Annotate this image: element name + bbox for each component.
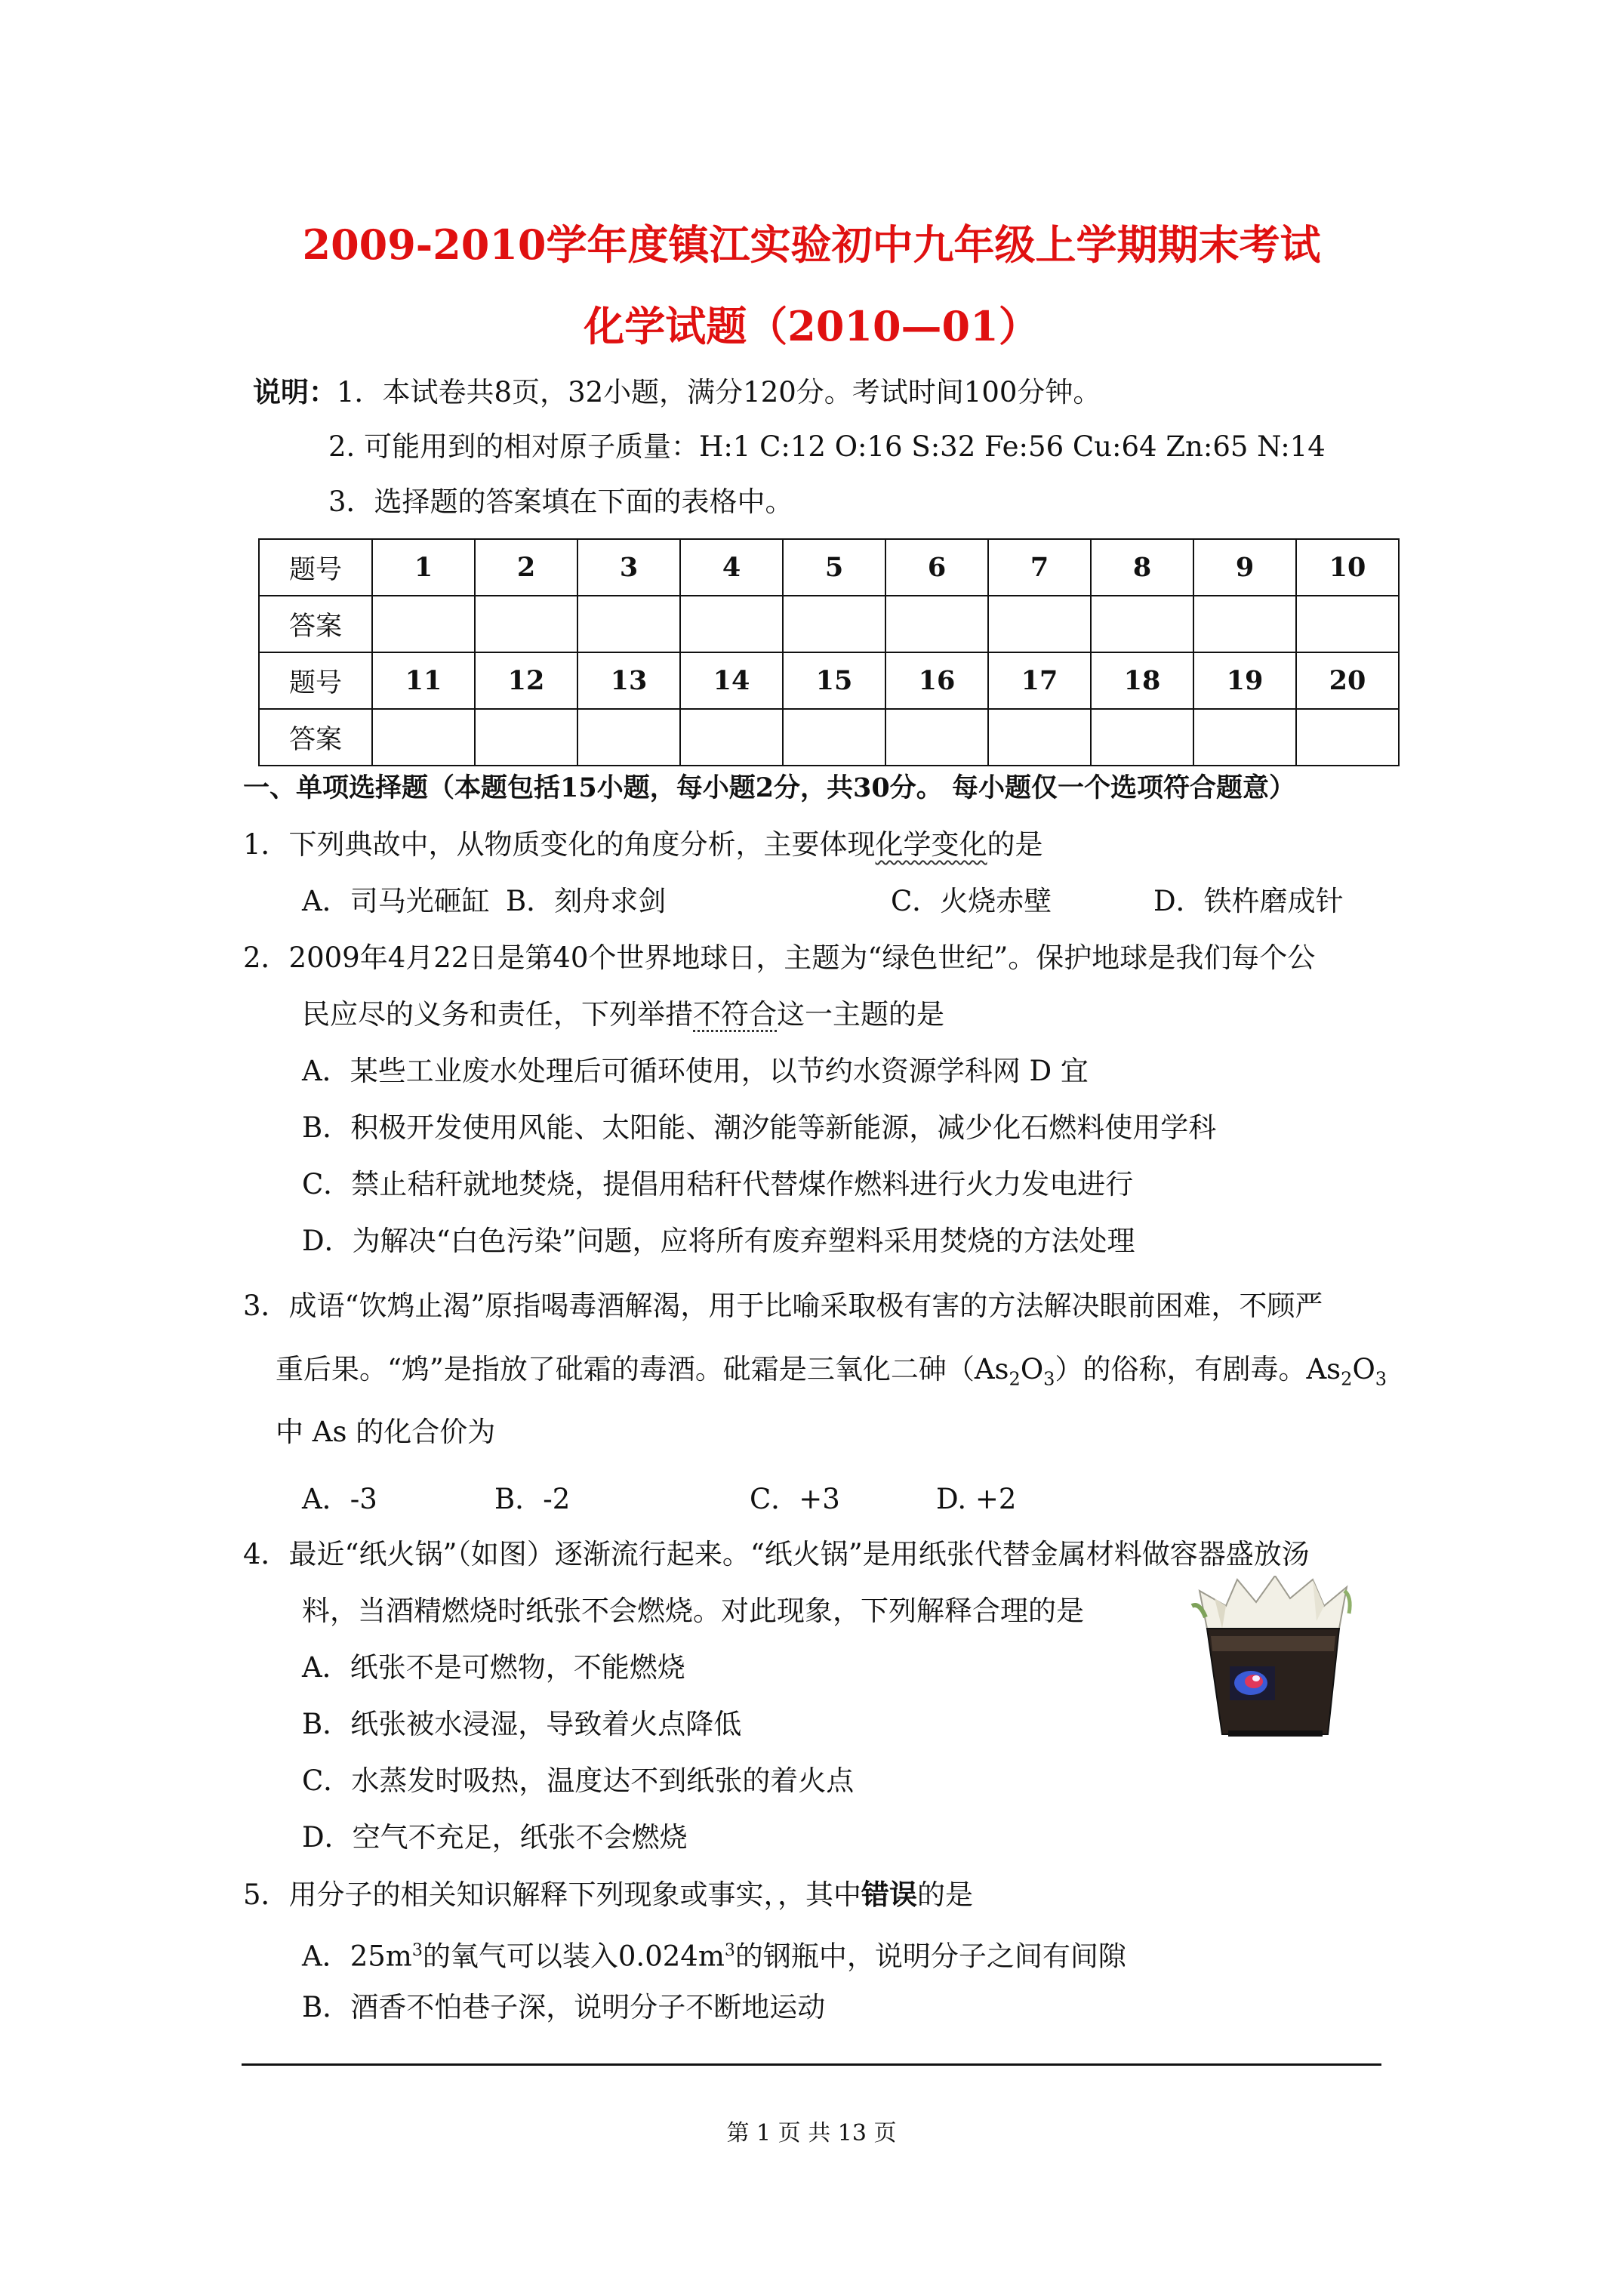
table-row (259, 539, 1399, 596)
answer-cell[interactable] (680, 596, 783, 652)
q1-option-d: D．铁杵磨成针 (1153, 885, 1344, 917)
question-4-line2: 料，当酒精燃烧时纸张不会燃烧。对此现象，下列解释合理的是 (302, 1595, 1084, 1627)
answer-cell[interactable] (885, 596, 988, 652)
q4-option-a: A．纸张不是可燃物，不能燃烧 (302, 1651, 685, 1684)
q1-option-c: C．火烧赤壁 (891, 885, 1052, 917)
question-2-line1: 2．2009年4月22日是第40个世界地球日，主题为“绿色世纪”。保护地球是我们每个公 (243, 942, 1316, 974)
table-label-number: 题号 (259, 652, 372, 709)
emphasis: 化学变化 (875, 828, 987, 861)
q5-option-b: B．酒香不怕巷子深，说明分子不断地运动 (302, 1991, 826, 2023)
footer-divider (242, 2063, 1381, 2066)
answer-cell[interactable] (1193, 596, 1296, 652)
table-cell: 6 (885, 539, 988, 596)
table-cell: 15 (783, 652, 885, 709)
q2-option-b: B．积极开发使用风能、太阳能、潮汐能等新能源，减少化石燃料使用学科 (302, 1111, 1217, 1144)
table-cell: 17 (988, 652, 1091, 709)
answer-cell[interactable] (475, 709, 577, 766)
section-heading: 一、单项选择题（本题包括15小题，每小题2分，共30分。 每小题仅一个选项符合题意） (243, 772, 1295, 803)
table-cell: 19 (1193, 652, 1296, 709)
question-3-line1: 3．成语“饮鸩止渴”原指喝毒酒解渴，用于比喻采取极有害的方法解决眼前困难，不顾严 (243, 1290, 1323, 1322)
table-row (259, 652, 1399, 709)
q3-option-a: A．-3 (302, 1483, 377, 1515)
table-label-answer: 答案 (259, 709, 372, 766)
table-row (259, 709, 1399, 766)
table-label-answer: 答案 (259, 596, 372, 652)
answer-cell[interactable] (1296, 596, 1399, 652)
q1-option-b: B．刻舟求剑 (506, 885, 667, 917)
answer-cell[interactable] (1193, 709, 1296, 766)
table-cell: 12 (475, 652, 577, 709)
q5-option-a: A．$25m^3$的氧气可以装入$0.024m^3$的钢瓶中，说明分子之间有间隙 (302, 1940, 1126, 1973)
answer-cell[interactable] (783, 596, 885, 652)
answer-cell[interactable] (475, 596, 577, 652)
answer-cell[interactable] (1091, 709, 1193, 766)
table-cell: 4 (680, 539, 783, 596)
question-4-line1: 4．最近“纸火锅”（如图）逐渐流行起来。“纸火锅”是用纸张代替金属材料做容器盛放汤 (243, 1538, 1310, 1570)
table-cell: 8 (1091, 539, 1193, 596)
table-cell: 3 (577, 539, 680, 596)
instructions-prefix: 说明： (253, 375, 337, 408)
question-3-line2: 重后果。“鸩”是指放了砒霜的毒酒。砒霜是三氧化二砷$(As_2O_3)$的俗称，有剧毒。$As_2O_3$ (276, 1353, 1387, 1390)
q1-option-a: A．司马光砸缸 (302, 885, 490, 917)
exam-subtitle: 化学试题（2010—01） (584, 302, 1039, 350)
question-3-line3: 中 As 的化合价为 (276, 1416, 496, 1448)
answer-cell[interactable] (1091, 596, 1193, 652)
table-cell: 9 (1193, 539, 1296, 596)
table-cell: 20 (1296, 652, 1399, 709)
answer-cell[interactable] (988, 596, 1091, 652)
q2-option-c: C．禁止秸秆就地焚烧，提倡用秸秆代替煤作燃料进行火力发电进行 (302, 1168, 1134, 1200)
answer-cell[interactable] (372, 596, 475, 652)
table-cell: 10 (1296, 539, 1399, 596)
answer-cell[interactable] (680, 709, 783, 766)
table-cell: 2 (475, 539, 577, 596)
emphasis: 不符合 (693, 998, 777, 1031)
answer-cell[interactable] (1296, 709, 1399, 766)
answer-cell[interactable] (988, 709, 1091, 766)
emphasis: 错误 (861, 1878, 918, 1911)
page-footer: 第 1 页 共 13 页 (726, 2120, 897, 2147)
question-2-line2: 民应尽的义务和责任，下列举措不符合这一主题的是 (302, 998, 944, 1031)
question-5-stem: 5．用分子的相关知识解释下列现象或事实，，其中错误的是 (243, 1878, 974, 1911)
q3-option-c: C．+3 (750, 1483, 840, 1515)
q2-option-d: D．为解决“白色污染”问题，应将所有废弃塑料采用焚烧的方法处理 (302, 1225, 1135, 1257)
table-cell: 16 (885, 652, 988, 709)
instructions-line1: 说明：1．本试卷共8页，32小题，满分120分。考试时间100分钟。 (253, 375, 1101, 408)
answer-cell[interactable] (783, 709, 885, 766)
instructions-line2: 2. 可能用到的相对原子质量：H:1 C:12 O:16 S:32 Fe:56 Cu:64 Zn:65 N:14 (328, 430, 1326, 463)
table-cell: 11 (372, 652, 475, 709)
answer-cell[interactable] (577, 709, 680, 766)
answer-cell[interactable] (885, 709, 988, 766)
paper-hotpot-image (1184, 1576, 1361, 1746)
exam-title: 2009-2010学年度镇江实验初中九年级上学期期末考试 (302, 220, 1321, 269)
table-row (259, 596, 1399, 652)
instructions-line3: 3．选择题的答案填在下面的表格中。 (328, 485, 793, 518)
q4-option-b: B．纸张被水浸湿，导致着火点降低 (302, 1708, 742, 1740)
answer-table (258, 538, 1400, 766)
table-cell: 18 (1091, 652, 1193, 709)
table-cell: 5 (783, 539, 885, 596)
table-cell: 7 (988, 539, 1091, 596)
table-cell: 14 (680, 652, 783, 709)
question-1-stem: 1．下列典故中，从物质变化的角度分析，主要体现化学变化的是 (243, 828, 1043, 861)
table-label-number: 题号 (259, 539, 372, 596)
q3-option-b: B．-2 (494, 1483, 571, 1515)
answer-cell[interactable] (372, 709, 475, 766)
answer-cell[interactable] (577, 596, 680, 652)
q2-option-a: A．某些工业废水处理后可循环使用，以节约水资源学科网 D 宜 (302, 1055, 1089, 1087)
q4-option-c: C．水蒸发时吸热，温度达不到纸张的着火点 (302, 1764, 855, 1797)
table-cell: 1 (372, 539, 475, 596)
q4-option-d: D．空气不充足，纸张不会燃烧 (302, 1821, 688, 1854)
table-cell: 13 (577, 652, 680, 709)
q3-option-d: D. +2 (936, 1483, 1017, 1515)
